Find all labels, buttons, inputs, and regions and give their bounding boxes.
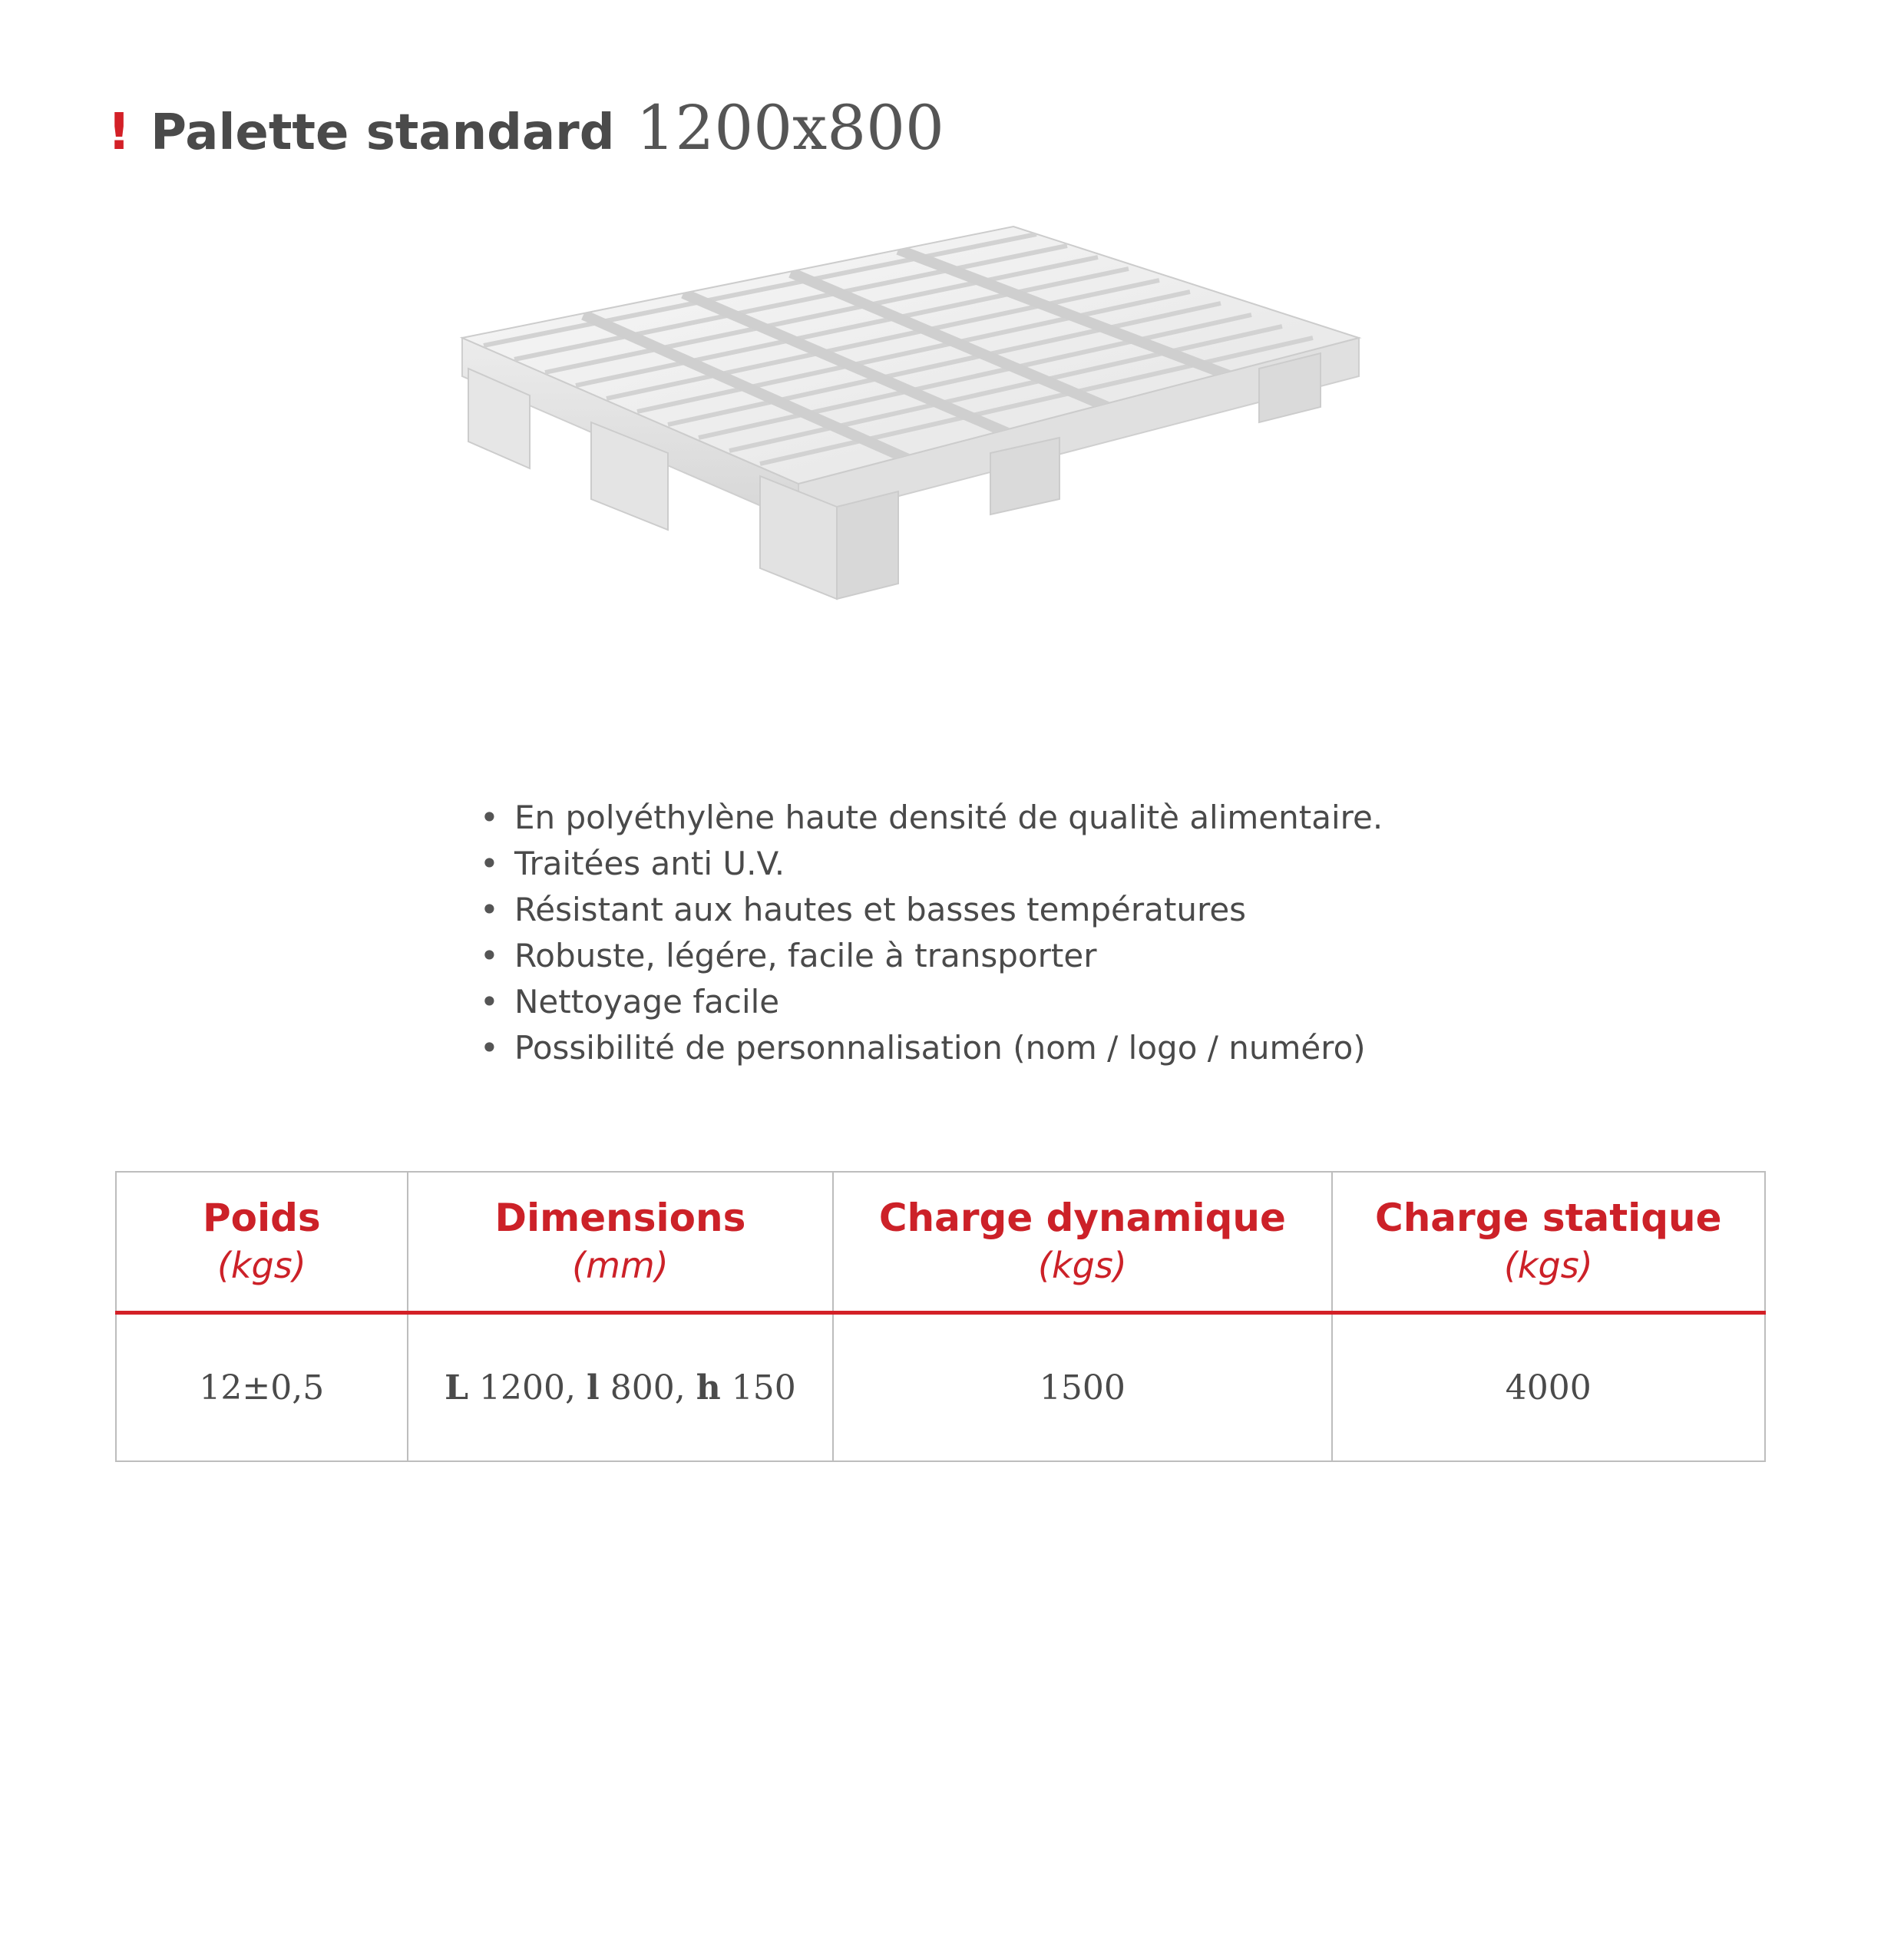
title-dimensions: 1200x800 bbox=[636, 92, 944, 164]
bullet-icon: • bbox=[480, 799, 499, 836]
header-unit: (mm) bbox=[572, 1245, 669, 1286]
list-item bbox=[480, 887, 1383, 933]
list-item bbox=[480, 1025, 1383, 1071]
bullet-icon: • bbox=[480, 1029, 499, 1067]
header-name: Dimensions bbox=[494, 1196, 746, 1240]
feature-text: Nettoyage facile bbox=[514, 983, 780, 1021]
feature-text: Traitées anti U.V. bbox=[514, 845, 785, 882]
feature-list bbox=[480, 795, 1383, 1071]
feature-text: Résistant aux hautes et basses températures bbox=[514, 891, 1247, 928]
header-dimensions bbox=[408, 1172, 834, 1313]
dim-l-label: l bbox=[587, 1368, 600, 1408]
bullet-icon: • bbox=[480, 891, 499, 928]
header-unit: (kgs) bbox=[1038, 1245, 1127, 1286]
header-charge-dynamique bbox=[833, 1172, 1331, 1313]
dim-L-value: 1200, bbox=[479, 1368, 577, 1408]
header-unit: (kgs) bbox=[1503, 1245, 1593, 1286]
dim-l-value: 800, bbox=[610, 1368, 686, 1408]
title-mark: ! bbox=[107, 102, 131, 161]
cell-poids: 12±0,5 bbox=[116, 1313, 408, 1462]
list-item bbox=[480, 795, 1383, 841]
list-item bbox=[480, 841, 1383, 887]
feature-text: Possibilité de personnalisation (nom / logo / numéro) bbox=[514, 1029, 1366, 1067]
header-charge-statique bbox=[1332, 1172, 1765, 1313]
cell-dimensions bbox=[408, 1313, 834, 1462]
header-name: Poids bbox=[202, 1196, 321, 1240]
spec-table bbox=[115, 1171, 1766, 1462]
bullet-icon: • bbox=[480, 983, 499, 1021]
table-row bbox=[116, 1313, 1765, 1462]
table-header-row bbox=[116, 1172, 1765, 1313]
dim-h-label: h bbox=[696, 1368, 721, 1408]
list-item bbox=[480, 979, 1383, 1025]
header-name: Charge dynamique bbox=[878, 1196, 1286, 1240]
cell-charge-dynamique: 1500 bbox=[833, 1313, 1331, 1462]
header-unit: (kgs) bbox=[217, 1245, 306, 1286]
cell-charge-statique: 4000 bbox=[1332, 1313, 1765, 1462]
bullet-icon: • bbox=[480, 937, 499, 974]
dim-L-label: L bbox=[445, 1368, 469, 1408]
bullet-icon: • bbox=[480, 845, 499, 882]
plastic-pallet-image bbox=[453, 223, 1374, 745]
header-poids bbox=[116, 1172, 408, 1313]
page-title bbox=[107, 92, 944, 164]
list-item bbox=[480, 933, 1383, 979]
header-name: Charge statique bbox=[1375, 1196, 1722, 1240]
title-main: Palette standard bbox=[150, 104, 615, 161]
feature-text: Robuste, légére, facile à transporter bbox=[514, 937, 1097, 974]
dim-h-value: 150 bbox=[731, 1368, 796, 1408]
feature-text: En polyéthylène haute densité de qualitè alimentaire. bbox=[514, 799, 1383, 836]
